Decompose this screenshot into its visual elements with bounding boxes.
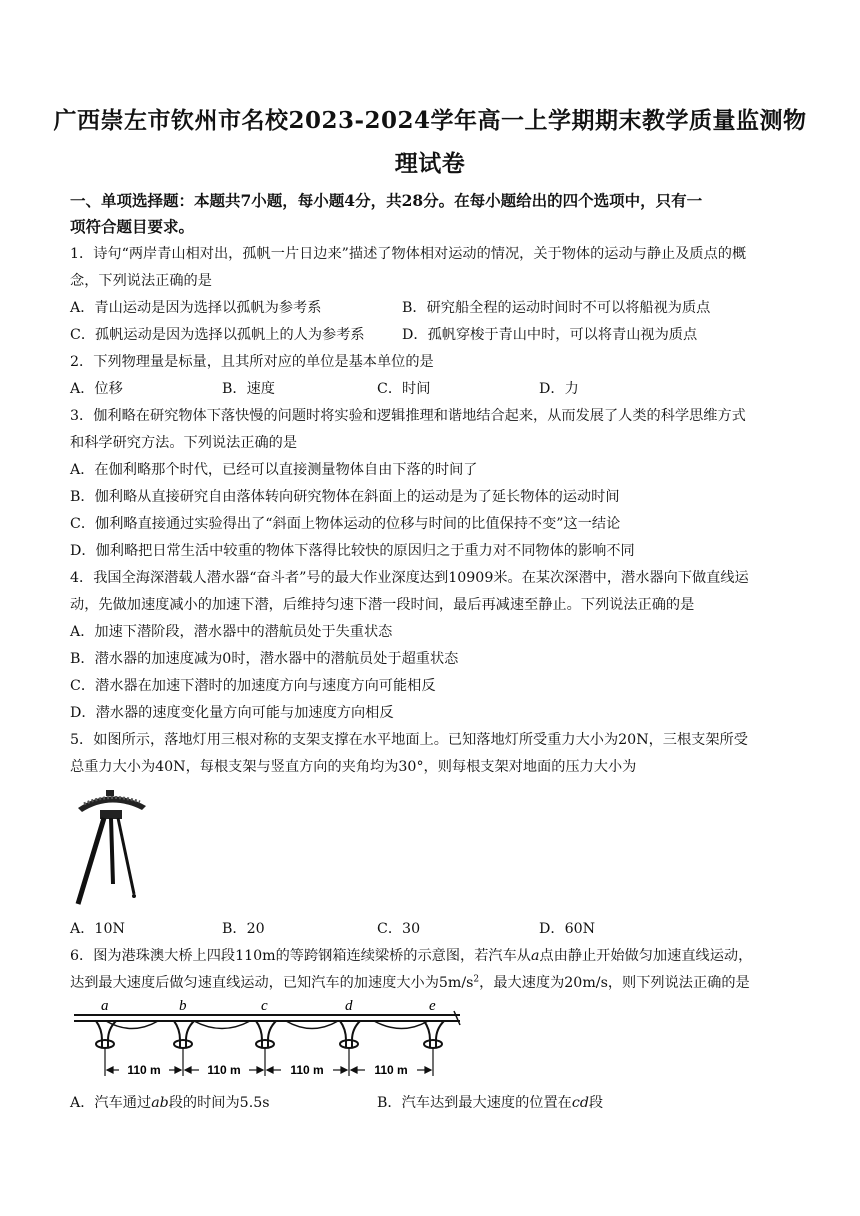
point-label-e: e bbox=[429, 998, 436, 1014]
q5-option-a: A．10N bbox=[70, 921, 125, 937]
q1-option-c: C．孤帆运动是因为选择以孤帆上的人为参考系 bbox=[70, 327, 365, 343]
q3-option-c: C．伽利略直接通过实验得出了“斜面上物体运动的位移与时间的比值保持不变”这一结论 bbox=[70, 516, 621, 532]
section-heading-line2: 项符合题目要求。 bbox=[70, 217, 195, 236]
q3-option-b: B．伽利略从直接研究自由落体转向研究物体在斜面上的运动是为了延长物体的运动时间 bbox=[70, 489, 620, 505]
span-label-de: 110 m bbox=[374, 1063, 408, 1077]
q5-option-b: B．20 bbox=[222, 921, 265, 937]
q4-stem-line1: 4．我国全海深潜载人潜水器“奋斗者”号的最大作业深度达到10909米。在某次深潜中，潜水器向下做直线运 bbox=[70, 570, 749, 586]
q2-option-d: D．力 bbox=[539, 381, 579, 397]
span-label-cd: 110 m bbox=[290, 1063, 324, 1077]
point-label-d: d bbox=[345, 998, 353, 1014]
q3-option-d: D．伽利略把日常生活中较重的物体下落得比较快的原因归之于重力对不同物体的影响不同 bbox=[70, 543, 635, 559]
q5-option-d: D．60N bbox=[539, 921, 596, 937]
q6-option-a: A．汽车通过ab段的时间为5.5s bbox=[70, 1095, 270, 1111]
q1-stem-line2: 念，下列说法正确的是 bbox=[70, 273, 212, 289]
q4-option-c: C．潜水器在加速下潜时的加速度方向与速度方向可能相反 bbox=[70, 678, 436, 694]
q6-stem-line2: 达到最大速度后做匀速直线运动，已知汽车的加速度大小为$5m/s^2$，最大速度为20m/s，则下列说法正确的是 bbox=[70, 974, 750, 991]
q6-stem-line1: 6．图为港珠澳大桥上四段110m的等跨钢箱连续梁桥的示意图，若汽车从a点由静止开始做匀加速直线运动， bbox=[70, 948, 753, 964]
q2-option-b: B．速度 bbox=[222, 381, 275, 397]
q2-option-a: A．位移 bbox=[70, 381, 123, 397]
q3-option-a: A．在伽利略那个时代，已经可以直接测量物体自由下落的时间了 bbox=[70, 462, 478, 478]
point-label-c: c bbox=[261, 998, 268, 1014]
q5-stem-line2: 总重力大小为40N，每根支架与竖直方向的夹角均为30°，则每根支架对地面的压力大小为 bbox=[70, 759, 637, 775]
q1-option-d: D．孤帆穿梭于青山中时，可以将青山视为质点 bbox=[402, 327, 698, 343]
q4-stem-line2: 动，先做加速度减小的加速下潜，后维持匀速下潜一段时间，最后再减速至静止。下列说法正确的是 bbox=[70, 597, 695, 613]
q4-option-a: A．加速下潜阶段，潜水器中的潜航员处于失重状态 bbox=[70, 624, 393, 640]
q6-option-b: B．汽车达到最大速度的位置在cd段 bbox=[377, 1095, 604, 1111]
q4-option-b: B．潜水器的加速度减为0时，潜水器中的潜航员处于超重状态 bbox=[70, 651, 459, 667]
q5-option-c: C．30 bbox=[377, 921, 421, 937]
q2-stem: 2．下列物理量是标量，且其所对应的单位是基本单位的是 bbox=[70, 354, 434, 370]
q1-option-a: A．青山运动是因为选择以孤帆为参考系 bbox=[70, 300, 322, 316]
point-label-a: a bbox=[101, 998, 109, 1014]
span-label-ab: 110 m bbox=[127, 1063, 161, 1077]
q1-option-b: B．研究船全程的运动时间时不可以将船视为质点 bbox=[402, 300, 711, 316]
q2-option-c: C．时间 bbox=[377, 381, 431, 397]
q3-stem-line1: 3．伽利略在研究物体下落快慢的问题时将实验和逻辑推理和谐地结合起来，从而发展了人类的科学思维方式 bbox=[70, 408, 746, 424]
span-label-bc: 110 m bbox=[207, 1063, 241, 1077]
floor-lamp-figure bbox=[70, 786, 156, 908]
q4-option-d: D．潜水器的速度变化量方向可能与加速度方向相反 bbox=[70, 705, 394, 721]
q1-stem-line1: 1．诗句“两岸青山相对出，孤帆一片日边来”描述了物体相对运动的情况，关于物体的运动与静止及质点的概 bbox=[70, 246, 747, 262]
point-label-b: b bbox=[179, 998, 187, 1014]
bridge-figure bbox=[72, 996, 462, 1082]
exam-title-line2: 理试卷 bbox=[394, 150, 466, 177]
section-heading-line1: 一、单项选择题：本题共7小题，每小题4分，共28分。在每小题给出的四个选项中，只有一 bbox=[70, 191, 703, 210]
q5-stem-line1: 5．如图所示，落地灯用三根对称的支架支撑在水平地面上。已知落地灯所受重力大小为20N，三根支架所受 bbox=[70, 732, 748, 748]
exam-title-line1: 广西崇左市钦州市名校2023-2024学年高一上学期期末教学质量监测物 bbox=[53, 107, 807, 134]
q3-stem-line2: 和科学研究方法。下列说法正确的是 bbox=[70, 435, 298, 451]
